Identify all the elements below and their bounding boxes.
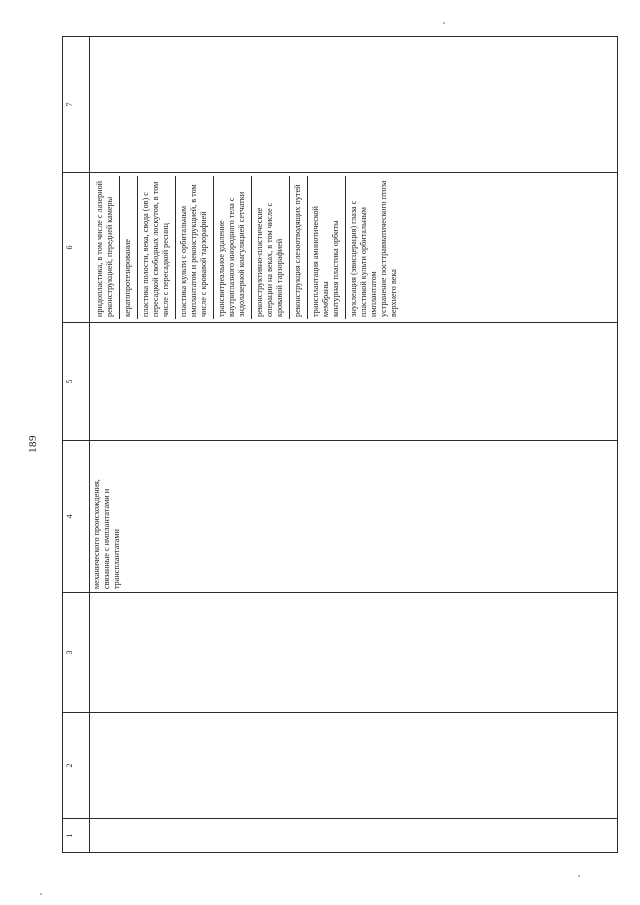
list-item-line: трансплантация амниотической мембраны — [311, 206, 330, 317]
header-col-4: 4 — [63, 441, 90, 593]
list-item: иридопластика, в том числе с лазерной реконструкцией, передней камеры — [92, 176, 120, 319]
rotated-table-page — [62, 37, 618, 853]
header-col-6: 6 — [63, 173, 90, 323]
list-item-line: контурная пластика орбиты — [331, 220, 340, 317]
list-item: трансвитреальное удаление внутриглазного инородного тела с эндолазерной коагуляцией сетчатки — [214, 176, 252, 319]
scan-speck — [443, 22, 445, 24]
list-item: пластика культи с орбитальным имплантатом и реконструкцией, в том числе с кровавой тарзорафией — [176, 176, 214, 319]
page-number: 189 — [27, 435, 39, 453]
list-item-line: устранение посттравматического птоза верхнего века — [379, 180, 398, 317]
header-col-7: 7 — [63, 37, 90, 173]
list-item: реконструкция слезоотводящих путей — [290, 176, 308, 319]
cell-col-2 — [90, 713, 618, 819]
document-table — [62, 36, 618, 853]
header-col-3: 3 — [63, 593, 90, 713]
cell-col-3 — [90, 593, 618, 713]
table-row — [90, 37, 618, 853]
list-item-line: энуклеация (эвисцерация) глаза с пластикой культи орбитальным имплантатом — [349, 200, 378, 317]
header-col-5: 5 — [63, 323, 90, 441]
treatment-list — [92, 176, 615, 319]
list-item: кератопротезирование — [120, 176, 138, 319]
scan-speck — [578, 875, 580, 877]
diagnosis-text: механического происхождения, связанные с имплантатами и трансплантатами — [92, 479, 121, 589]
list-item — [308, 176, 346, 319]
cell-col-5 — [90, 323, 618, 441]
cell-col-4 — [90, 441, 618, 593]
cell-col-6 — [90, 173, 618, 323]
header-col-2: 2 — [63, 713, 90, 819]
cell-col-7 — [90, 37, 618, 173]
scan-speck — [40, 893, 42, 895]
list-item: пластика полости, века, свода (ов) с пересадкой свободных лоскутов, в том числе с пересадкой ресниц — [138, 176, 176, 319]
header-row — [63, 37, 90, 853]
list-item — [346, 176, 403, 319]
cell-col-1 — [90, 819, 618, 853]
list-item: реконструктивно-пластические операции на веках, в том числе с кровавой тарзорафией — [252, 176, 290, 319]
header-col-1: 1 — [63, 819, 90, 853]
